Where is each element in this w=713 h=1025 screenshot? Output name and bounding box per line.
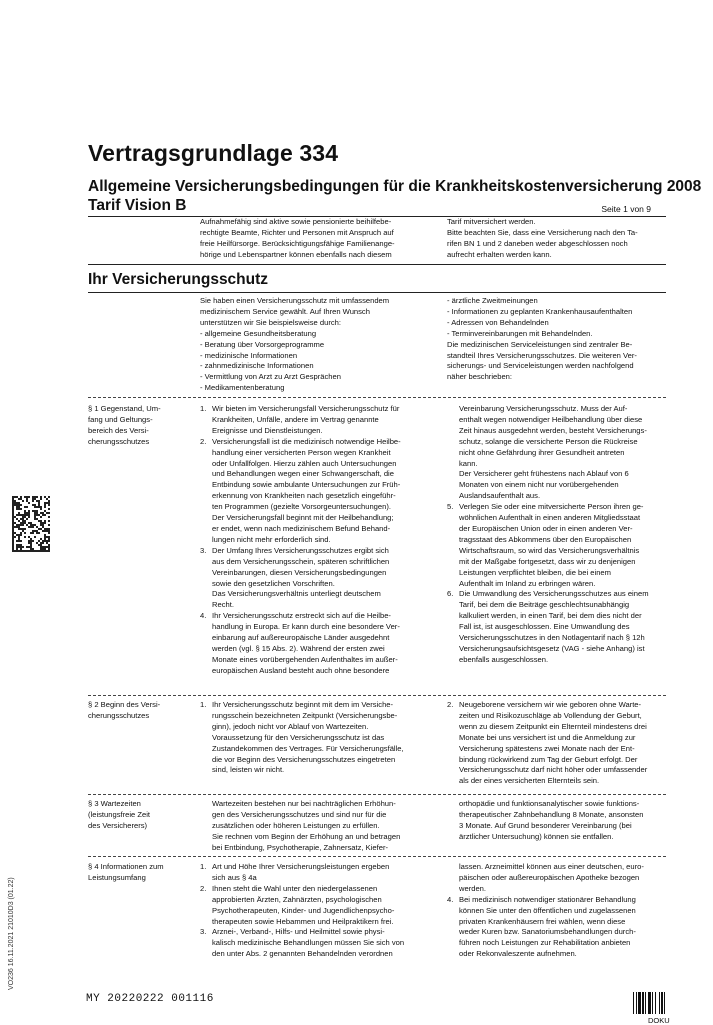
section-label-line: § 2 Beginn des Versi- [88,700,161,709]
overview-line: - Adressen von Behandelnden [447,317,549,327]
clause-line: kalisch medizinische Behandlungen müssen Sie sich von [212,938,405,948]
clause-line: kalkuliert werden, in einen Tarif, bei dem dies nicht der [459,611,642,621]
intro-right [447,217,667,261]
section-title-underline [88,292,666,293]
clause-line: ginn), jedoch nicht vor Ablauf von Wartezeiten. [212,721,369,731]
section-2-left [200,700,434,776]
clause-line: werden (vgl. § 15 Abs. 2). Während der ersten zwei [212,643,385,653]
clause-line: Monaten von einem nicht nur vorübergehenden [459,480,619,490]
clause-line: sich aus § 4a [212,872,257,882]
clause-line: approbierten Ärzten, Zahnärzten, psychologischen [212,894,382,904]
clause-line: Monate bei uns versichert ist und die Anmeldung zur [459,732,636,742]
clause-item [447,404,667,502]
intro-right-line: aufrecht erhalten werden kann. [447,249,552,259]
overview-line: - ärztliche Zweitmeinungen [447,296,538,305]
clause-line: Zustandekommen des Vertrages. Für Versicherungsfälle, [212,743,404,753]
clause-line: lungen nicht mehr erforderlich sind. [212,534,331,544]
section-3-label [88,799,188,832]
clause-line: Ereignisse und Dienstleistungen. [212,425,323,435]
overview-line: - Medikamentenberatung [200,383,285,393]
clause-number: 2. [200,883,207,893]
clause-item [200,546,434,611]
section-label-line: fang und Geltungs- [88,414,153,424]
overview-line: - Informationen zu geplanten Krankenhausaufenthalten [447,306,633,316]
clause-line: Die Umwandlung des Versicherungsschutzes aus einem [459,589,649,599]
clause-line: aus dem Versicherungsschein, späteren schriftlichen [212,556,390,566]
clause-line: europäischen Ausland besteht auch ohne besondere [212,665,390,675]
clause-line: nicht ohne Gefährdung ihrer Gesundheit antreten [459,447,625,457]
section-title: Ihr Versicherungsschutz [88,271,269,288]
clause-item [447,589,667,665]
clause-item [447,799,667,843]
clause-number: 3. [200,927,207,937]
clause-line: zeiten und Risikozuschläge ab Vollendung der Geburt, [459,710,642,720]
clause-line: Auslandsaufenthalt aus. [459,491,541,501]
clause-item [447,700,667,787]
clause-line: Bei medizinisch notwendiger stationärer Behandlung [459,894,636,904]
clause-line: schutz, solange die versicherte Person die Rückreise [459,436,638,446]
clause-line: Leistungen verpflichtet bleiben, die bei einem [459,567,611,577]
page-number: Seite 1 von 9 [601,204,651,214]
document-title: Vertragsgrundlage 334 [88,140,339,166]
clause-line: Verlegen Sie oder eine mitversicherte Person ihren ge- [459,502,644,512]
clause-line: sind, leisten wir nicht. [212,765,285,775]
overview-line: Die medizinischen Serviceleistungen sind zentraler Be- [447,339,633,349]
clause-line: bei Entbindung, Psychotherapie, Zahnersatz, Kiefer- [212,842,389,852]
clause-line: Versicherungsaufsichtsgesetz (VAG - siehe Anhang) ist [459,643,645,653]
clause-line: Voraussetzung für den Versicherungsschutz ist das [212,732,385,742]
intro-right-line: Tarif mitversichert werden. [447,217,536,226]
intro-left-line: hörige und Lebenspartner können ebenfalls nach diesem [200,249,392,259]
clause-line: bindung rückwirkend zum Tag der Geburt erfolgt. Der [459,754,638,764]
clause-line: Wir bieten im Versicherungsfall Versicherungsschutz für [212,404,400,413]
section-divider [88,397,666,398]
clause-line: Wirtschaftsraum, so wird das Versicherungsverhältnis [459,545,640,555]
clause-line: enthalt wegen notwendiger Heilbehandlung über diese [459,414,643,424]
intro-left-line: rechtigte Beamte, Richter und Personen mit Anspruch auf [200,227,394,237]
clause-item [200,437,434,546]
clause-line: können Sie unter den öffentlichen und zugelassenen [459,905,636,915]
barcode-label: DOKU [648,1016,670,1025]
section-divider [88,794,666,795]
intro-right-line: rifen BN 1 und 2 daneben weder abgeschlossen noch [447,238,628,248]
clause-line: lassen. Arzneimittel können aus einer deutschen, euro- [459,862,644,871]
clause-line: privaten Krankenhäusern frei wählen, wenn diese [459,916,626,926]
section-label-line: bereich des Versi- [88,425,149,435]
clause-number: 1. [200,700,207,709]
clause-item [447,895,667,960]
clause-item [200,611,434,676]
section-divider [88,856,666,857]
section-label-line: Leistungsumfang [88,872,146,882]
section-4-left [200,862,434,960]
clause-number: 4. [447,894,454,904]
section-label-line: § 1 Gegenstand, Um- [88,404,161,413]
section-label-line: § 4 Informationen zum [88,862,164,871]
section-label-line: § 3 Wartezeiten [88,799,141,808]
overview-right [447,296,667,383]
clause-line: führen noch Leistungen zur Rehabilitation anbieten [459,938,631,948]
clause-line: therapeutischer Zahnbehandlung 8 Monate, ansonsten [459,809,644,819]
clause-line: tragsstaat des Abkommens über den Europäischen [459,534,632,544]
clause-line: zusätzlichen oder höheren Leistungen zu erfüllen. [212,820,380,830]
clause-line: Arznei-, Verband-, Hilfs- und Heilmittel sowie physi- [212,927,385,937]
clause-line: wöhnlichen Aufenthalt in einen anderen Mitgliedsstaat [459,513,641,523]
section-label-line: des Versicherers) [88,820,148,830]
clause-line: Ihnen steht die Wahl unter den niedergelassenen [212,883,378,893]
clause-item [447,862,667,895]
clause-number: 3. [200,545,207,555]
clause-line: einbarung auf außereuropäische Länder ausgedehnt [212,633,390,643]
document-subtitle: Allgemeine Versicherungsbedingungen für die Krankheitskostenversicherung 2008 [88,178,702,195]
clause-number: 4. [200,611,207,621]
intro-right-line: Bitte beachten Sie, dass eine Versicherung nach den Ta- [447,227,638,237]
clause-line: ebenfalls ausgeschlossen. [459,654,549,664]
clause-number: 1. [200,862,207,871]
datamatrix-code-icon [12,496,50,552]
clause-item [200,700,434,776]
clause-line: Zeit hinaus ausgedehnt werden, besteht Versicherungs- [459,425,647,435]
section-2-right [447,700,667,787]
clause-line: Neugeborene versichern wir wie geboren ohne Warte- [459,700,642,709]
clause-line: Versicherungsfall ist die medizinisch notwendige Heilbe- [212,436,401,446]
clause-line: Wartezeiten bestehen nur bei nachträglichen Erhöhun- [212,799,396,808]
section-3-right [447,799,667,843]
overview-line: - medizinische Informationen [200,350,298,360]
clause-line: erkennung von Krankheiten nach gesetzlich eingeführ- [212,491,396,501]
clause-item [200,884,434,928]
overview-line: - Terminvereinbarungen mit Behandelnden. [447,328,593,338]
section-1-right [447,404,667,666]
clause-line: Entbindung sowie ambulante Untersuchungen zur Früh- [212,480,401,490]
clause-line: Vereinbarungen, diesen Versicherungsbedingungen [212,567,387,577]
clause-line: Der Umfang Ihres Versicherungsschutzes ergibt sich [212,545,389,555]
overview-line: Sie haben einen Versicherungsschutz mit umfassendem [200,296,390,305]
clause-line: Tarif, bei dem die Beiträge geschlechtsunabhängig [459,600,630,610]
clause-number: 5. [447,502,454,512]
clause-number: 2. [200,436,207,446]
clause-line: die vor Beginn des Versicherungsschutzes eingetreten [212,754,396,764]
clause-item [200,862,434,884]
clause-line: Vereinbarung Versicherungsschutz. Muss der Auf- [459,404,628,413]
tariff-name: Tarif Vision B [88,197,187,214]
overview-line: sicherungs- und Serviceleistungen werden nachfolgend [447,361,634,371]
section-divider [88,695,666,696]
overview-line: - Beratung über Vorsorgeprogramme [200,339,325,349]
overview-line: standteil Ihres Versicherungsschutzes. Die weiteren Ver- [447,350,637,360]
barcode-icon [633,992,677,1014]
intro-left-line: Aufnahmefähig sind aktive sowie pensionierte beihilfebe- [200,217,392,226]
clause-line: Versicherungsschutz darf nicht höher oder umfassender [459,765,648,775]
clause-line: als der eines versicherten Elternteils sein. [459,776,600,786]
clause-line: rungsschein bezeichneten Zeitpunkt (Versicherungsbe- [212,710,398,720]
clause-line: ärztlicher Untersuchung) können sie entfallen. [459,831,614,841]
clause-line: werden. [459,883,487,893]
section-4-label [88,862,188,884]
clause-line: oder Rekonvaleszente aufnehmen. [459,949,577,959]
clause-line: therapeuten sowie Hebammen und Heilpraktikern frei. [212,916,394,926]
intro-left [200,217,434,261]
section-label-line: (leistungsfreie Zeit [88,809,151,819]
clause-line: 3 Monate. Auf Grund besonderer Vereinbarung (bei [459,820,632,830]
clause-number: 1. [200,404,207,413]
overview-line: näher beschrieben: [447,372,513,382]
clause-item [200,799,434,854]
section-label-line: cherungsschutzes [88,436,150,446]
footer-code: MY 20220222 001116 [86,993,214,1005]
clause-item [200,927,434,960]
clause-line: gen des Versicherungsschutzes und sind nur für die [212,809,387,819]
clause-number: 2. [447,700,454,709]
overview-line: unterstützen wir Sie beispielsweise durch: [200,317,341,327]
overview-line: - Vermittlung von Arzt zu Arzt Gesprächen [200,372,341,382]
overview-line: - zahnmedizinische Informationen [200,361,314,371]
clause-line: Versicherungsschutzes in den Notlagentarif nach § 12h [459,633,645,643]
clause-line: handlung in Europa. Er kann durch eine besondere Ver- [212,622,400,632]
clause-line: den unter Abs. 2 genannten Behandelnden verordnen [212,949,393,959]
clause-line: Art und Höhe Ihrer Versicherungsleistungen ergeben [212,862,390,871]
clause-line: Aufenthalt im Inland zu erbringen wären. [459,578,596,588]
clause-item [447,502,667,589]
clause-line: päischen oder außereuropäischen Apotheke bezogen [459,872,640,882]
clause-line: sowie den gesetzlichen Vorschriften. [212,578,335,588]
overview-left [200,296,434,394]
clause-line: oder Unfallfolgen. Hierzu zählen auch Untersuchungen [212,458,397,468]
side-document-code-text: VO236 16.11.2021 21010D3 (01.22) [8,877,15,990]
clause-line: Der Versicherungsfall beginnt mit der Heilbehandlung; [212,513,394,523]
clause-line: kann. [459,458,478,468]
section-1-label [88,404,188,448]
clause-line: und Behandlungen wegen einer Schwangerschaft, die [212,469,394,479]
side-document-code [6,840,26,990]
clause-line: er endet, wenn nach medizinischem Befund Behand- [212,523,391,533]
clause-line: Monate eines vorübergehenden Aufenthaltes im außer- [212,654,398,664]
clause-line: Versicherung spätestens zwei Monate nach der Ent- [459,743,635,753]
clause-line: Krankheiten, Unfälle, andere im Vertrag genannte [212,414,379,424]
clause-line: mit der Maßgabe fortgesetzt, dass wir zu denjenigen [459,556,636,566]
clause-line: orthopädie und funktionsanalytischer sowie funktions- [459,799,640,808]
clause-line: Ihr Versicherungsschutz erstreckt sich auf die Heilbe- [212,611,391,621]
clause-line: handlung einer versicherten Person wegen Krankheit [212,447,391,457]
clause-line: der Europäischen Union oder in einen anderen Ver- [459,523,633,533]
clause-line: Sie rechnen vom Beginn der Erhöhung an und betragen [212,831,401,841]
overview-line: medizinischem Service gewählt. Auf Ihren Wunsch [200,306,370,316]
clause-line: wenn zu diesem Zeitpunkt ein Elternteil mindestens drei [459,721,647,731]
clause-line: Fall ist, ist ausgeschlossen. Eine Umwandlung des [459,622,630,632]
intro-left-line: freie Heilfürsorge. Berücksichtigungsfähige Familienange- [200,238,395,248]
overview-line: - allgemeine Gesundheitsberatung [200,328,317,338]
clause-line: ten Programmen (gezielte Vorsorgeuntersuchungen). [212,502,391,512]
clause-line: Recht. [212,600,234,610]
clause-line: Ihr Versicherungsschutz beginnt mit dem im Versiche- [212,700,394,709]
clause-line: Der Versicherer geht frühestens nach Ablauf von 6 [459,469,629,479]
clause-line: Das Versicherungsverhältnis unterliegt deutschem [212,589,381,599]
section-label-line: cherungsschutzes [88,710,150,720]
section-divider [88,264,666,265]
section-2-label [88,700,188,722]
clause-item [200,404,434,437]
clause-line: weder Kuren bzw. Sanatoriumsbehandlungen durch- [459,927,636,937]
section-1-left [200,404,434,677]
clause-line: Psychotherapeuten, Kinder- und Jugendlichenpsycho- [212,905,395,915]
section-3-left [200,799,434,854]
clause-number: 6. [447,589,454,599]
section-4-right [447,862,667,960]
